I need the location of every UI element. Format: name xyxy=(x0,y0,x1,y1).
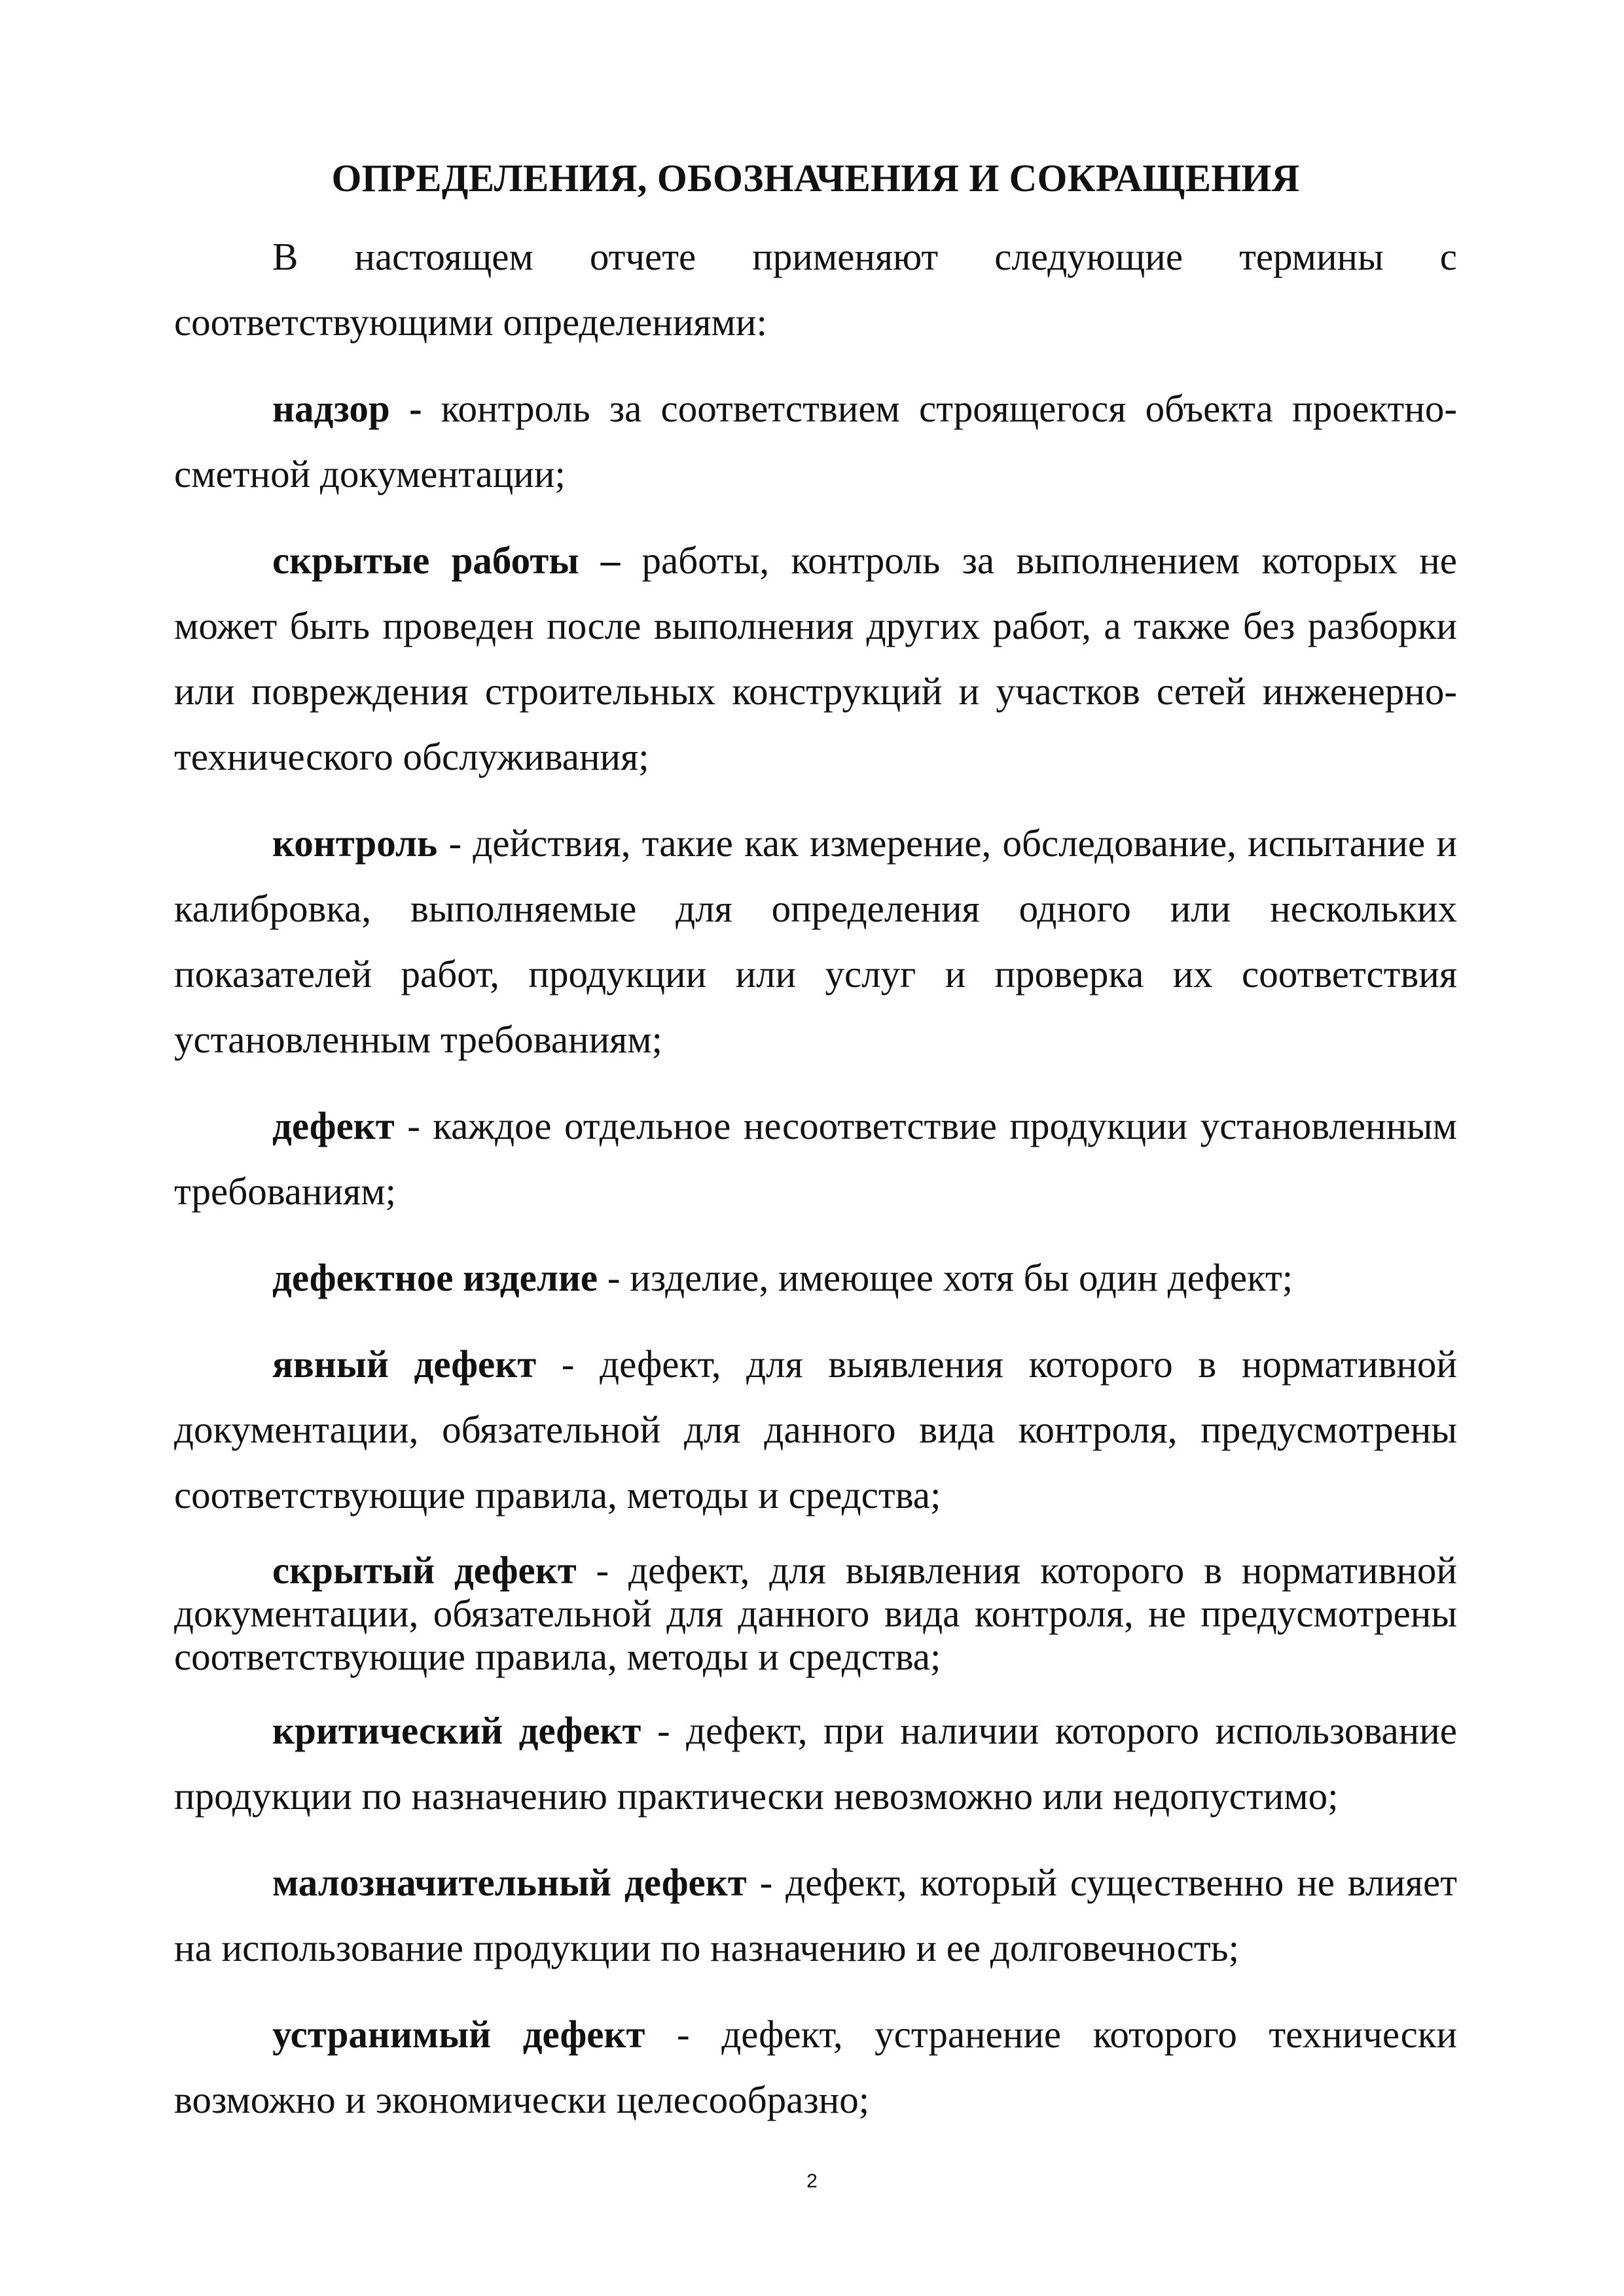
definition-text: - дефект, устранение которого технически возможно и экономически целесообразно; xyxy=(174,2013,1457,2121)
page-number: 2 xyxy=(806,2170,818,2192)
definition-hidden-works xyxy=(174,528,1457,789)
definition-term: устранимый дефект xyxy=(272,2013,645,2056)
definition-term: малозначительный дефект xyxy=(272,1861,747,1904)
definition-term: скрытые работы – xyxy=(272,539,621,582)
definition-text: - действия, такие как измерение, обследование, испытание и калибровка, выполняемые для определения одного или нескольких показателей работ, продукции или услуг и проверка их соответствия установленным требованиям; xyxy=(174,821,1457,1061)
definition-removable-defect xyxy=(174,2001,1457,2132)
definition-obvious-defect xyxy=(174,1331,1457,1528)
definition-defective-item xyxy=(174,1245,1457,1310)
definition-text: - каждое отдельное несоответствие продукции установленным требованиям; xyxy=(174,1104,1457,1213)
definition-text: - дефект, для выявления которого в нормативной документации, обязательной для данного вида контроля, предусмотрены соответствующие правила, методы и средства; xyxy=(174,1342,1458,1516)
definition-text: - дефект, который существенно не влияет на использование продукции по назначению и ее долговечность; xyxy=(174,1861,1457,1969)
definition-control xyxy=(174,810,1457,1072)
definition-term: дефект xyxy=(272,1104,395,1147)
definition-term: скрытый дефект xyxy=(272,1549,577,1592)
page-title: ОПРЕДЕЛЕНИЯ, ОБОЗНАЧЕНИЯ И СОКРАЩЕНИЯ xyxy=(331,156,1300,200)
definition-text: контроль за соответствием строящегося объекта проектно-сметной документации; xyxy=(174,387,1457,495)
definition-critical-defect xyxy=(174,1698,1457,1829)
definition-nadzor xyxy=(174,376,1457,507)
intro-paragraph: В настоящем отчете применяют следующие термины с соответствующими определениями: xyxy=(174,235,1457,344)
definition-hidden-defect xyxy=(174,1549,1457,1678)
definition-minor-defect xyxy=(174,1850,1457,1981)
definition-term: надзор - xyxy=(272,387,422,430)
definition-term: контроль xyxy=(272,821,438,865)
definition-text: - дефект, для выявления которого в нормативной документации, обязательной для данного вида контроля, не предусмотрены соответствующие правила, методы и средства; xyxy=(174,1549,1458,1678)
definition-text: работы, контроль за выполнением которых не может быть проведен после выполнения других работ, а также без разборки или повреждения строительных конструкций и участков сетей инженерно- технического обслуживания; xyxy=(174,539,1457,778)
document-page xyxy=(174,154,1457,2153)
definition-text: - дефект, при наличии которого использование продукции по назначению практически невозможно или недопустимо; xyxy=(174,1709,1457,1818)
definition-text: - изделие, имеющее хотя бы один дефект; xyxy=(598,1256,1293,1299)
definition-term: явный дефект xyxy=(272,1342,537,1386)
definition-defect xyxy=(174,1093,1457,1224)
definition-term: дефектное изделие xyxy=(272,1256,598,1299)
definition-term: критический дефект xyxy=(272,1709,641,1752)
